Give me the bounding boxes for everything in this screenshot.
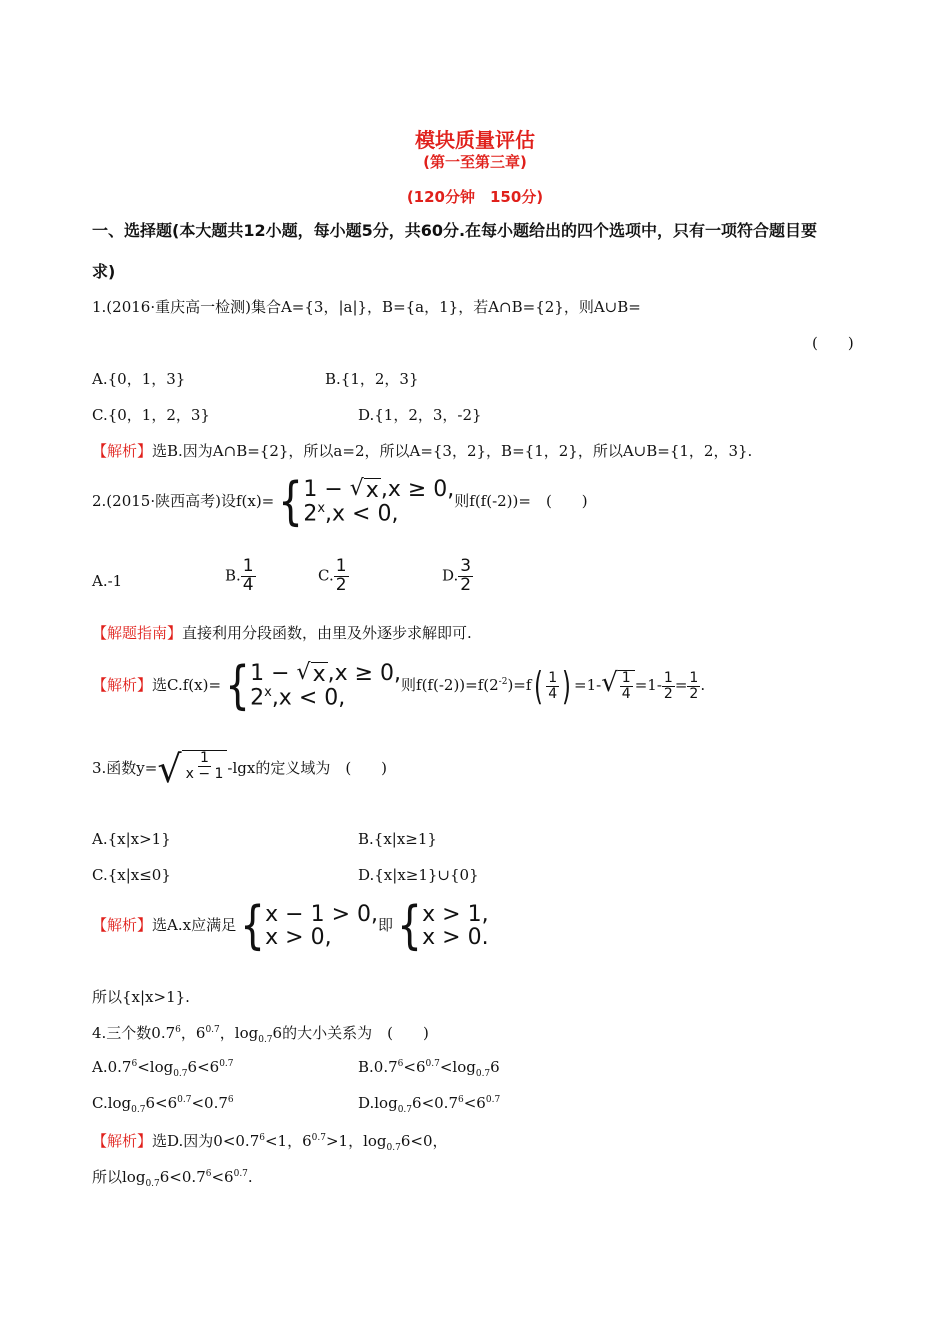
q2-guide bbox=[92, 622, 472, 643]
q2-guide-text: 直接利用分段函数，由里及外逐步求解即可. bbox=[182, 624, 472, 642]
page-title: 模块质量评估 bbox=[415, 128, 535, 152]
piecewise-cases: 1 − √ x ,x ≥ 0, $2^x,x < 0$, bbox=[250, 660, 402, 711]
q2-solution: 【解析】选C.f(x)={ 1 − √ x ,x ≥ 0, $2^x,x < 0$, 则$f(f(-2))=f(2^{-2})=f$( $\frac{1}{4}$ ) =1- √ $\frac{1}{4}$ =1- $\frac{1}{2}$ = $\frac{1}{2}$ . bbox=[92, 656, 706, 716]
q4-option-c: $C.\log_{0.7}6<6^{0.7}<0.7^6$ bbox=[92, 1094, 234, 1115]
time-score: (120分钟 150分) bbox=[406, 188, 544, 206]
q4-option-a: $A.0.7^6<\log_{0.7}6<6^{0.7}$ bbox=[92, 1058, 234, 1079]
q3-option-b: B.{x|x≥1} bbox=[358, 830, 437, 848]
zhinan-tag: 【解题指南】 bbox=[92, 624, 183, 642]
q3-conclusion: 所以{x|x>1}. bbox=[92, 988, 190, 1006]
jiexi-tag: 【解析】 bbox=[92, 676, 153, 694]
section-heading: 一、选择题(本大题共12小题，每小题5分，共60分.在每小题给出的四个选项中，只有一项符合题目要 bbox=[92, 221, 818, 240]
q3-option-d: D.{x|x≥1}∪{0} bbox=[358, 866, 479, 884]
brace: { bbox=[278, 472, 304, 532]
q1-blank: ( ) bbox=[812, 334, 854, 352]
q2-option-d: D. $\frac{3}{2}$ bbox=[442, 556, 472, 595]
q2-option-a: A.-1 bbox=[92, 572, 123, 590]
jiexi-tag: 【解析】 bbox=[92, 1132, 153, 1150]
brace: { bbox=[225, 656, 250, 716]
q4-option-d: $D.\log_{0.7}6<0.7^6<6^{0.7}$ bbox=[358, 1094, 501, 1115]
q4-conclusion: 所以$\log_{0.7}6<0.7^6<6^{0.7}$. bbox=[92, 1168, 253, 1189]
q1-option-b: B.{1，2，3} bbox=[325, 370, 419, 388]
brace: { bbox=[240, 896, 266, 956]
q3-option-c: C.{x|x≤0} bbox=[92, 866, 171, 884]
q3-solution: 【解析】选A.x应满足{ x − 1 > 0, x > 0, 即{ x > 1, x > 0. bbox=[92, 896, 489, 956]
q1-solution-text: 选B.因为A∩B={2}，所以a=2，所以A={3，2}，B={1，2}，所以A∪B={1，2，3}. bbox=[152, 442, 753, 460]
q4-option-b: $B.0.7^6<6^{0.7}<\log_{0.7}6$ bbox=[358, 1058, 500, 1079]
page-subtitle: (第一至第三章) bbox=[423, 153, 527, 171]
q1-option-a: A.{0，1，3} bbox=[92, 370, 186, 388]
section-heading-cont: 求) bbox=[92, 262, 116, 281]
jiexi-tag: 【解析】 bbox=[92, 442, 153, 460]
piecewise-cases bbox=[303, 478, 454, 526]
q2-stem-pre: 2.(2015·陕西高考)设f(x)= bbox=[92, 492, 275, 510]
brace: { bbox=[397, 896, 423, 956]
q3-option-a: A.{x|x>1} bbox=[92, 830, 171, 848]
q1-stem: 1.(2016·重庆高一检测)集合A={3，|a|}，B={a，1}，若A∩B={2}，则A∪B= bbox=[92, 298, 641, 316]
case-1: 1 − √ x ,x ≥ 0, bbox=[303, 476, 455, 504]
case-2: $2^x,x < 0$, bbox=[303, 501, 399, 527]
q4-stem: 4.三个数$0.7^6$，$6^{0.7}$，$\log_{0.7}6$的大小关系为 ( ) bbox=[92, 1024, 429, 1045]
q2-option-b: B. $\frac{1}{4}$ bbox=[225, 556, 254, 595]
q1-option-d: D.{1，2，3，-2} bbox=[358, 406, 482, 424]
q4-solution: 【解析】选D.因为$0<0.7^6<1$，$6^{0.7}>1$，$\log_{0.7}6<0$， bbox=[92, 1132, 448, 1153]
q2-stem bbox=[92, 472, 588, 532]
q1-option-c: C.{0，1，2，3} bbox=[92, 406, 210, 424]
q2-option-c: C. $\frac{1}{2}$ bbox=[318, 556, 347, 595]
jiexi-tag: 【解析】 bbox=[92, 916, 153, 934]
q2-stem-post: 则f(f(-2))= ( ) bbox=[454, 492, 588, 510]
q3-stem: 3.函数y= √ $\frac{1}{x - 1}$ -lgx的定义域为 ( ) bbox=[92, 747, 388, 791]
q1-solution bbox=[92, 440, 752, 461]
